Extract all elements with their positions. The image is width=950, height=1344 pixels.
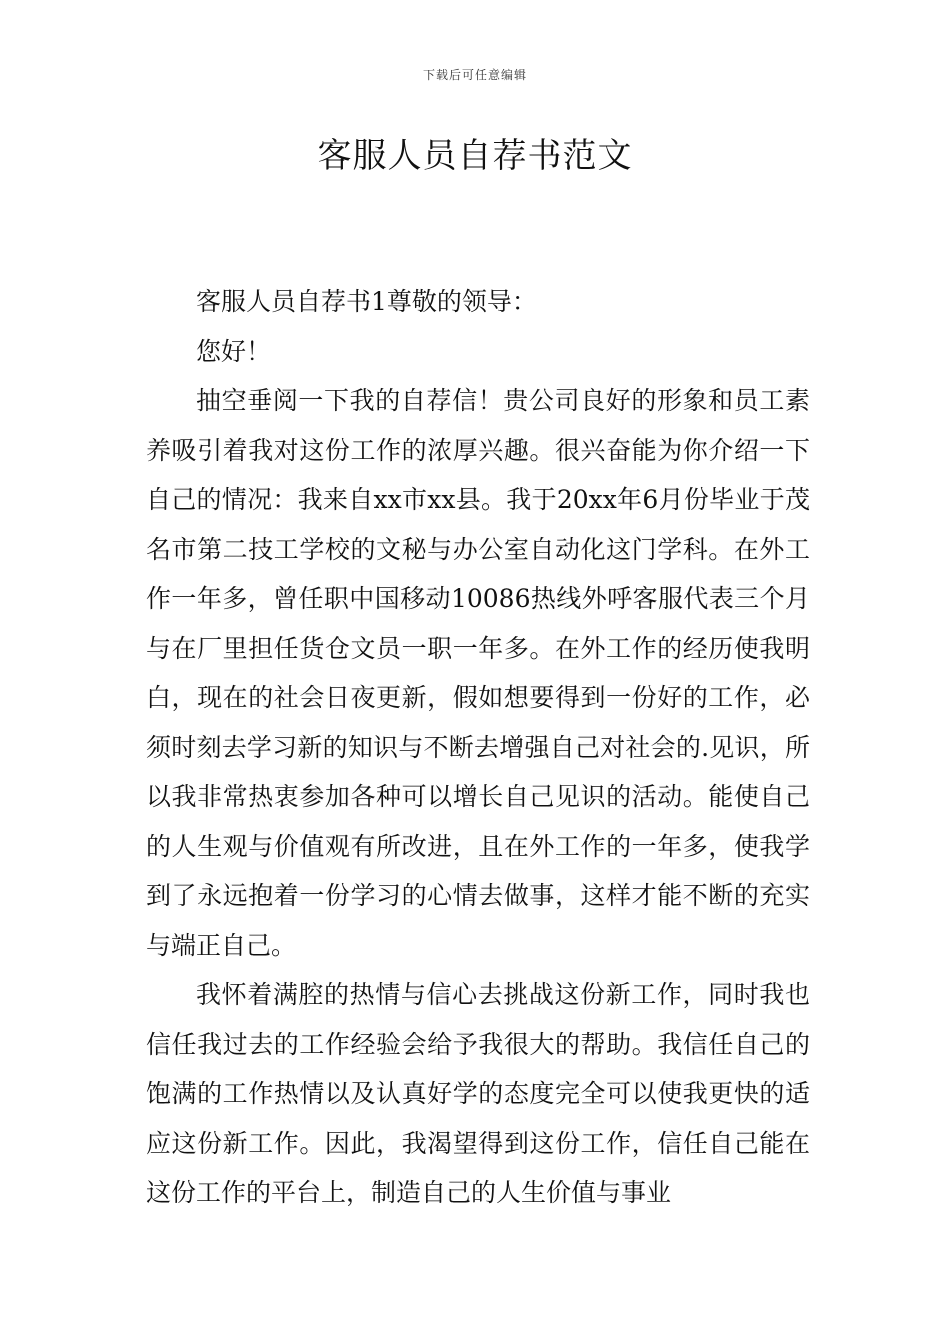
paragraph-greeting: 您好！	[196, 336, 272, 366]
document-title: 客服人员自荐书范文	[317, 136, 633, 176]
paragraph-salutation: 客服人员自荐书1尊敬的领导：	[196, 287, 537, 316]
paragraph-introduction: 抽空垂阅一下我的自荐信！贵公司良好的形象和员工素养吸引着我对这份工作的浓厚兴趣。很兴奋能为你介绍一下自己的情况：我来自xx市xx县。我于20xx年6月份毕业于茂名市第二技工学校的文秘与办公室自动化这门学科。在外工作一年多，曾任职中国移动10086热线外呼客服代表三个月与在厂里担任货仓文员一职一年多。在外工作的经历使我明白，现在的社会日夜更新，假如想要得到一份好的工作，必须时刻去学习新的知识与不断去增强自己对社会的.见识，所以我非常热衷参加各种可以增长自己见识的活动。能使自己的人生观与价值观有所改进，且在外工作的一年多，使我学到了永远抱着一份学习的心情去做事，这样才能不断的充实与端正自己。	[146, 386, 810, 960]
paragraph-motivation: 我怀着满腔的热情与信心去挑战这份新工作，同时我也信任我过去的工作经验会给予我很大的帮助。我信任自己的饱满的工作热情以及认真好学的态度完全可以使我更快的适应这份新工作。因此，我渴望得到这份工作，信任自己能在这份工作的平台上，制造自己的人生价值与事业	[146, 980, 810, 1207]
document-body	[146, 277, 810, 1218]
header-note: 下载后可任意编辑	[422, 68, 527, 82]
